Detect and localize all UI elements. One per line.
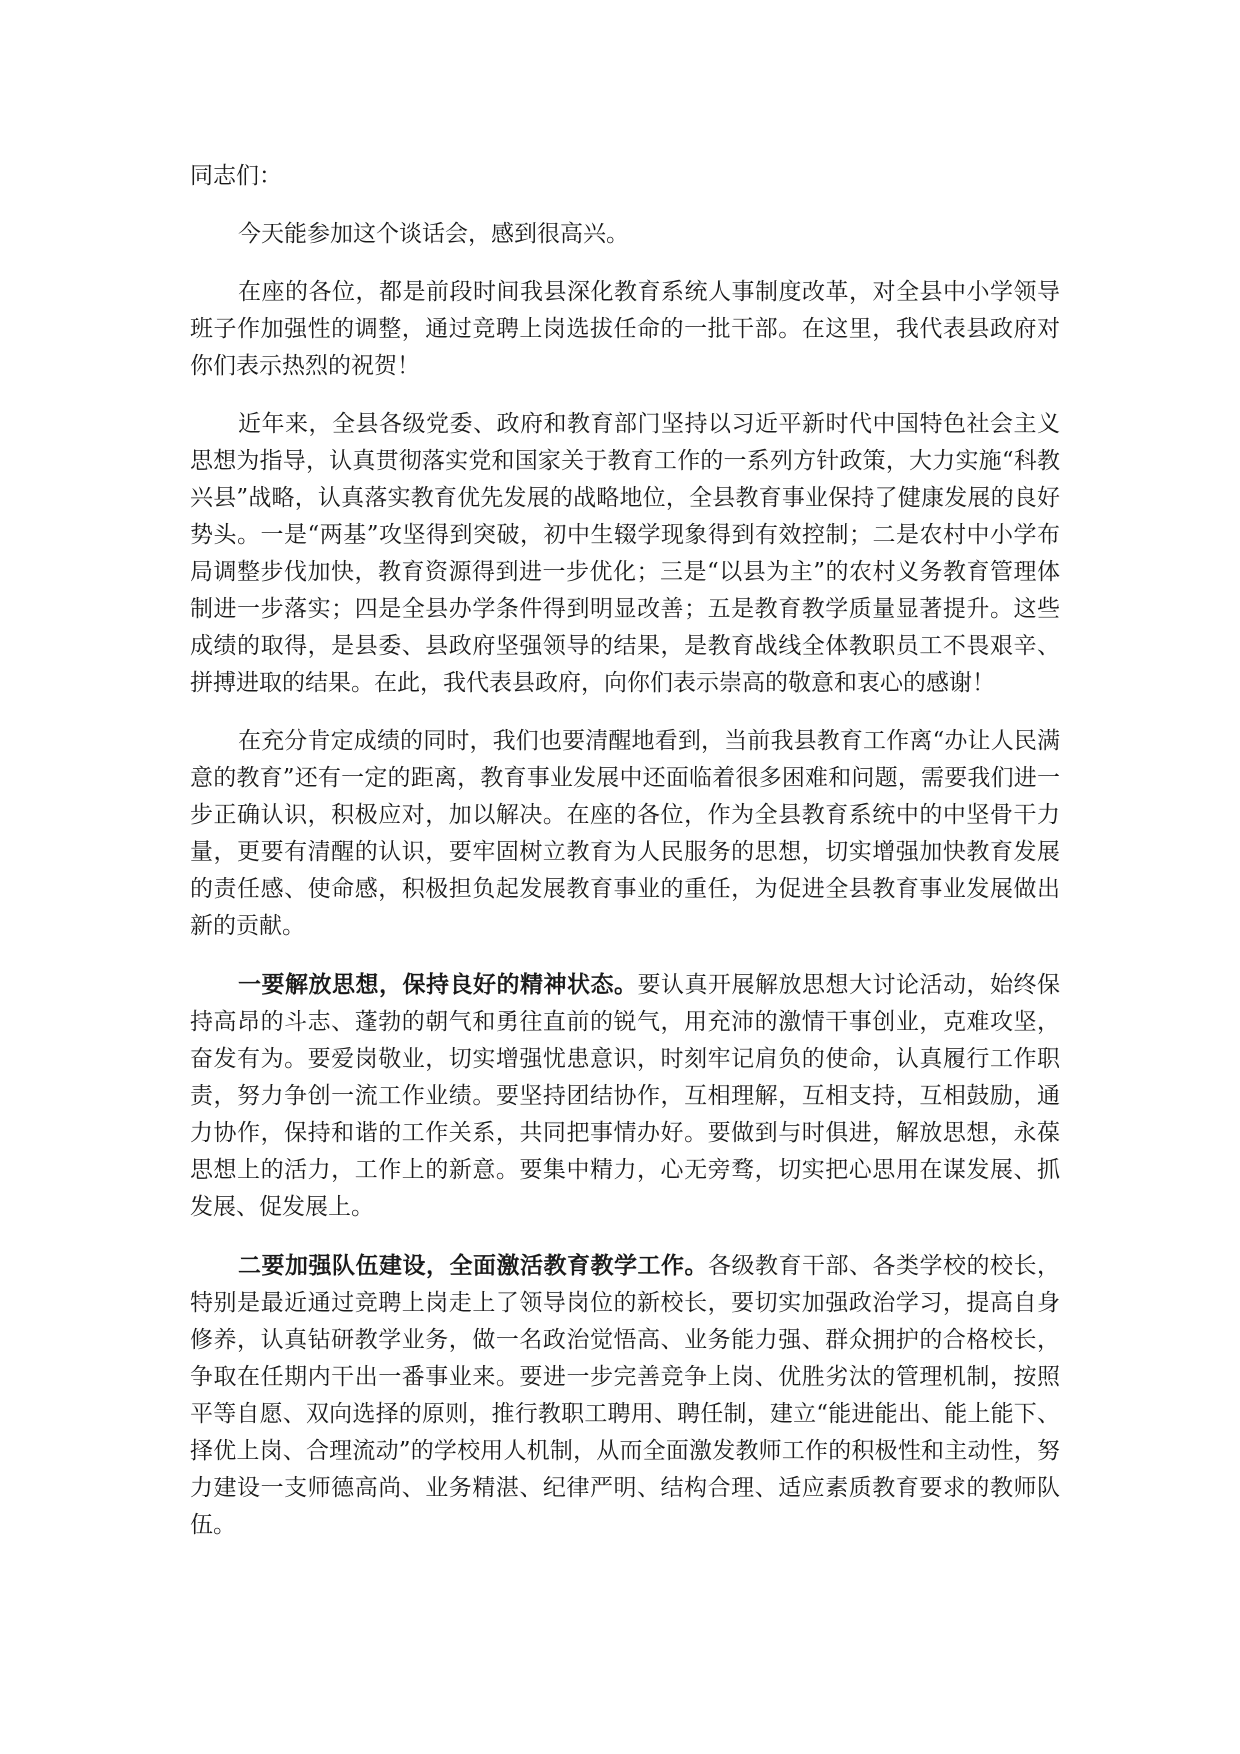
paragraph-achievements [190,406,1060,702]
paragraph-text: 各级教育干部、各类学校的校长，特别是最近通过竞聘上岗走上了领导岗位的新校长，要切实加强政治学习，提高自身修养，认真钻研教学业务，做一名政治觉悟高、业务能力强、群众拥护的合格校长，争取在任期内干出一番事业来。要进一步完善竞争上岗、优胜劣汰的管理机制，按照平等自愿、双向选择的原则，推行教职工聘用、聘任制，建立“能进能出、能上能下、择优上岗、合理流动”的学校用人机制，从而全面激发教师工作的积极性和主动性，努力建设一支师德高尚、业务精湛、纪律严明、结构合理、适应素质教育要求的教师队伍。 [190,1253,1060,1538]
paragraph-opening [190,216,1060,253]
paragraph-lead-heading: 一要解放思想，保持良好的精神状态。 [238,971,638,998]
paragraph-text: 今天能参加这个谈话会，感到很高兴。 [238,221,629,247]
salutation: 同志们： [190,163,282,189]
paragraph-challenges [190,723,1060,945]
paragraph-lead-heading: 二要加强队伍建设，全面激活教育教学工作。 [238,1252,708,1279]
paragraph-text: 近年来，全县各级党委、政府和教育部门坚持以习近平新时代中国特色社会主义思想为指导，认真贯彻落实党和国家关于教育工作的一系列方针政策，大力实施“科教兴县”战略，认真落实教育优先发展的战略地位，全县教育事业保持了健康发展的良好势头。一是“两基”攻坚得到突破，初中生辍学现象得到有效控制；二是农村中小学布局调整步伐加快，教育资源得到进一步优化；三是“以县为主”的农村义务教育管理体制进一步落实；四是全县办学条件得到明显改善；五是教育教学质量显著提升。这些成绩的取得，是县委、县政府坚强领导的结果，是教育战线全体教职员工不畏艰辛、拼搏进取的结果。在此，我代表县政府，向你们表示崇高的敬意和衷心的感谢！ [190,411,1060,696]
paragraph-congratulations [190,274,1060,385]
paragraph-text: 在座的各位，都是前段时间我县深化教育系统人事制度改革，对全县中小学领导班子作加强性的调整，通过竞聘上岗选拔任命的一批干部。在这里，我代表县政府对你们表示热烈的祝贺！ [190,279,1060,379]
document-page [190,158,1060,1565]
paragraph-point-one [190,966,1060,1226]
paragraph-text: 在充分肯定成绩的同时，我们也要清醒地看到，当前我县教育工作离“办让人民满意的教育”还有一定的距离，教育事业发展中还面临着很多困难和问题，需要我们进一步正确认识，积极应对，加以解决。在座的各位，作为全县教育系统中的中坚骨干力量，更要有清醒的认识，要牢固树立教育为人民服务的思想，切实增强加快教育发展的责任感、使命感，积极担负起发展教育事业的重任，为促进全县教育事业发展做出新的贡献。 [190,728,1060,939]
paragraph-point-two [190,1247,1060,1544]
paragraph-text: 要认真开展解放思想大讨论活动，始终保持高昂的斗志、蓬勃的朝气和勇往直前的锐气，用充沛的激情干事创业，克难攻坚，奋发有为。要爱岗敬业，切实增强忧患意识，时刻牢记肩负的使命，认真履行工作职责，努力争创一流工作业绩。要坚持团结协作，互相理解，互相支持，互相鼓励，通力协作，保持和谐的工作关系，共同把事情办好。要做到与时俱进，解放思想，永葆思想上的活力，工作上的新意。要集中精力，心无旁骛，切实把心思用在谋发展、抓发展、促发展上。 [190,972,1060,1220]
